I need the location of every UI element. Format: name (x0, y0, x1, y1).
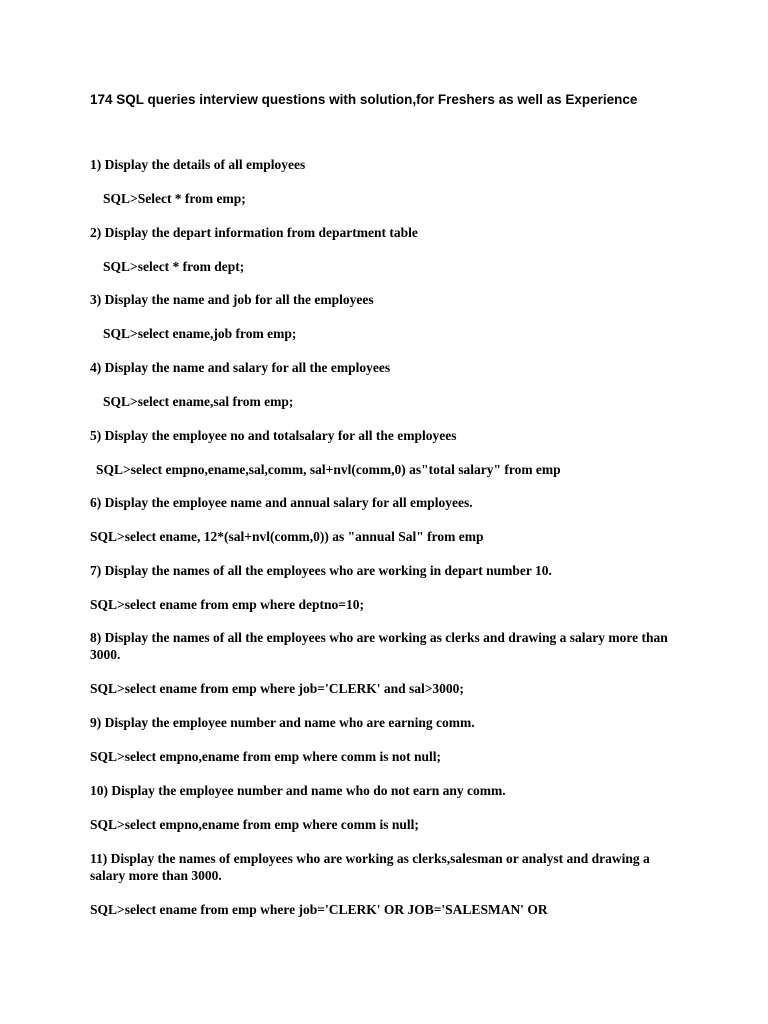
answer-8: SQL>select ename from emp where job='CLERK' and sal>3000; (90, 681, 464, 696)
question-1: 1) Display the details of all employees (90, 157, 306, 172)
question-8: 8) Display the names of all the employees who are working as clerks and drawing a salary more than 3000. (90, 630, 668, 662)
question-6: 6) Display the employee name and annual salary for all employees. (90, 495, 473, 510)
question-2: 2) Display the depart information from department table (90, 225, 418, 240)
answer-5: SQL>select empno,ename,sal,comm, sal+nvl(comm,0) as"total salary" from emp (96, 462, 561, 477)
answer-7: SQL>select ename from emp where deptno=10; (90, 597, 364, 612)
answer-9: SQL>select empno,ename from emp where comm is not null; (90, 749, 442, 764)
answer-6: SQL>select ename, 12*(sal+nvl(comm,0)) as "annual Sal" from emp (90, 529, 484, 544)
question-3: 3) Display the name and job for all the employees (90, 292, 374, 307)
answer-2: SQL>select * from dept; (103, 259, 245, 274)
answer-11: SQL>select ename from emp where job='CLERK' OR JOB='SALESMAN' OR (90, 902, 548, 917)
answer-1: SQL>Select * from emp; (103, 191, 246, 206)
answer-10: SQL>select empno,ename from emp where comm is null; (90, 817, 419, 832)
question-4: 4) Display the name and salary for all the employees (90, 360, 391, 375)
document-title: 174 SQL queries interview questions with solution,for Freshers as well as Experience (90, 92, 638, 107)
question-11: 11) Display the names of employees who are working as clerks,salesman or analyst and drawing a salary more than 3000. (90, 851, 650, 883)
answer-3: SQL>select ename,job from emp; (103, 326, 297, 341)
question-7: 7) Display the names of all the employees who are working in depart number 10. (90, 563, 552, 578)
question-5: 5) Display the employee no and totalsalary for all the employees (90, 428, 457, 443)
question-10: 10) Display the employee number and name who do not earn any comm. (90, 783, 506, 798)
answer-4: SQL>select ename,sal from emp; (103, 394, 294, 409)
question-9: 9) Display the employee number and name who are earning comm. (90, 715, 475, 730)
